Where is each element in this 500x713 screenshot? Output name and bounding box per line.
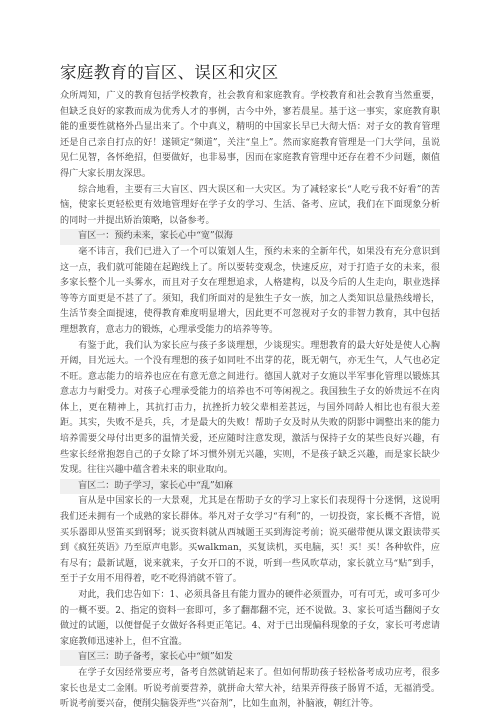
body-paragraph: 在学子女因经常要应考，备考自然就销起来了。但如何帮助孩子轻松备考成功应考，很多家长也是丈二金刚。听说考前要营养，就拼命大荤大补，结果弄得孩子肠胃不适，无福消受。听说考前要兴奋，便削尖脑袋弄些“兴奋剂”，比如生血剂，补脑液，朝红汁等。: [60, 667, 440, 710]
section-heading: 盲区三：助子备考，家长心中“烦”如发: [60, 650, 440, 666]
document-body: [60, 89, 440, 713]
section-heading: 盲区二：助子学习，家长心中“乱”如麻: [60, 479, 440, 495]
body-paragraph: 毫不讳言，我们已进入了一个可以策划人生，预约未来的全新年代，如果没有充分意识到这一点，我们就可能随在起跑线上了。所以要转变观念，快速反应，对于打造子女的未来，很多家长整个儿一头雾水，而且对子女在理想追求，人格建构，以及今后的人生走向，职业选择等等方面更是不甚了了。须知，我们所面对的是独生子女一族，加之人类知识总量热线增长，生活节奏全面提速，使得教育难度明显增大，因此更不可忽视对子女的非智力教育，其中包括理想教育，意志力的锻炼，心理承受能力的培养等等。: [60, 246, 440, 335]
body-paragraph: 众所周知，广义的教育包括学校教育，社会教育和家庭教育。学校教育和社会教育当然重要，但缺乏良好的家教而成为优秀人才的事例，古今中外，寥若晨星。基于这一事实，家庭教育职能的重要性就格外凸显出来了。个中真义，精明的中国家长早已大彻大悟：对子女的教育管理还是自己亲自打点的好！遂锁定“频道”，关注“皇上”。然而家庭教育管理是一门大学问，虽说见仁见智，各怀绝招，但要做好，也非易事，因而在家庭教育管理中还存在着不少问题，颇值得广大家长朋友深思。: [60, 91, 440, 179]
body-paragraph: 有鉴于此，我们认为家长应与孩子多谈理想，少谈现实。理想教育的最大好处是使人心胸开阔，目光远大。一个没有理想的孩子如同吐不出芽的花，既无朝气，亦无生气，人气也必定不旺。意志能力的培养也应在有意无意之间进行。德国人就对子女施以半军事化管理以锻炼其意志力与耐受力。对孩子心理承受能力的培养也不可等闲视之。我国独生子女的娇贵远不在肉体上，更在精神上，其抗打击力，抗挫折力较父辈相差甚远，与国外同龄人相比也有很大差距。其实，失败不是兵，兵，才是最大的失败！帮助子女及时从失败的阴影中调整出来的能力培养需要父母付出更多的温情关爱，还应随时注意发现，激活与保持子女的某些良好兴趣，有些家长经常抱怨自己的子女除了坏习惯外别无兴趣，实则，不是孩子缺乏兴趣，而是家长缺少发现。往往兴趣中蕴含着未来的职业取向。: [60, 340, 440, 476]
body-paragraph: 对此，我们忠告如下：1、必须具备且有能力置办的硬件必须置办，可有可无，或可多可少的一概不要。2、指定的资料一套即可，多了翻都翻不完，还不说做。3、家长可适当翻阅子女做过的试题，以便督促子女做好各科更正笔记。4、对于已出现偏科现象的子女，家长可考虑请家庭教师迅速补上，但不宜滥。: [60, 590, 440, 647]
document-title: 家庭教育的盲区、误区和灾区: [60, 63, 279, 82]
section-heading: 盲区一：预约未来，家长心中“宽”似海: [60, 229, 440, 245]
body-paragraph: 综合地看，主要有三大盲区、四大误区和一大灾区。为了减轻家长“人吃亏我不好看”的苦恼，使家长更轻松更有效地管理好在学子女的学习、生活、备考、应试，我们在下面现象分析的同时一并提出矫治策略，以备参考。: [60, 184, 440, 226]
body-paragraph: 盲从是中国家长的一大景观，尤其是在帮助子女的学习上家长们表现得十分迷惘，这说明我们还未拥有一个成熟的家长群体。举凡对子女学习“有利”的，一切投资，家长概不吝惜，说买乐器即从竖笛买到钢琴；说买资料就从西城题王买到海淀考前；说买磁带便从课文跟读带买到《疯狂英语》乃至原声电影。买walkman，买复读机，买电脑，买！买！买！各种软件，应有尽有；最新试题，说来就来，子女开口的不说，听到一些风吹草动，家长就立马“贴”到手，至于子女用不用得着，吃不吃得消就不管了。: [60, 496, 440, 585]
